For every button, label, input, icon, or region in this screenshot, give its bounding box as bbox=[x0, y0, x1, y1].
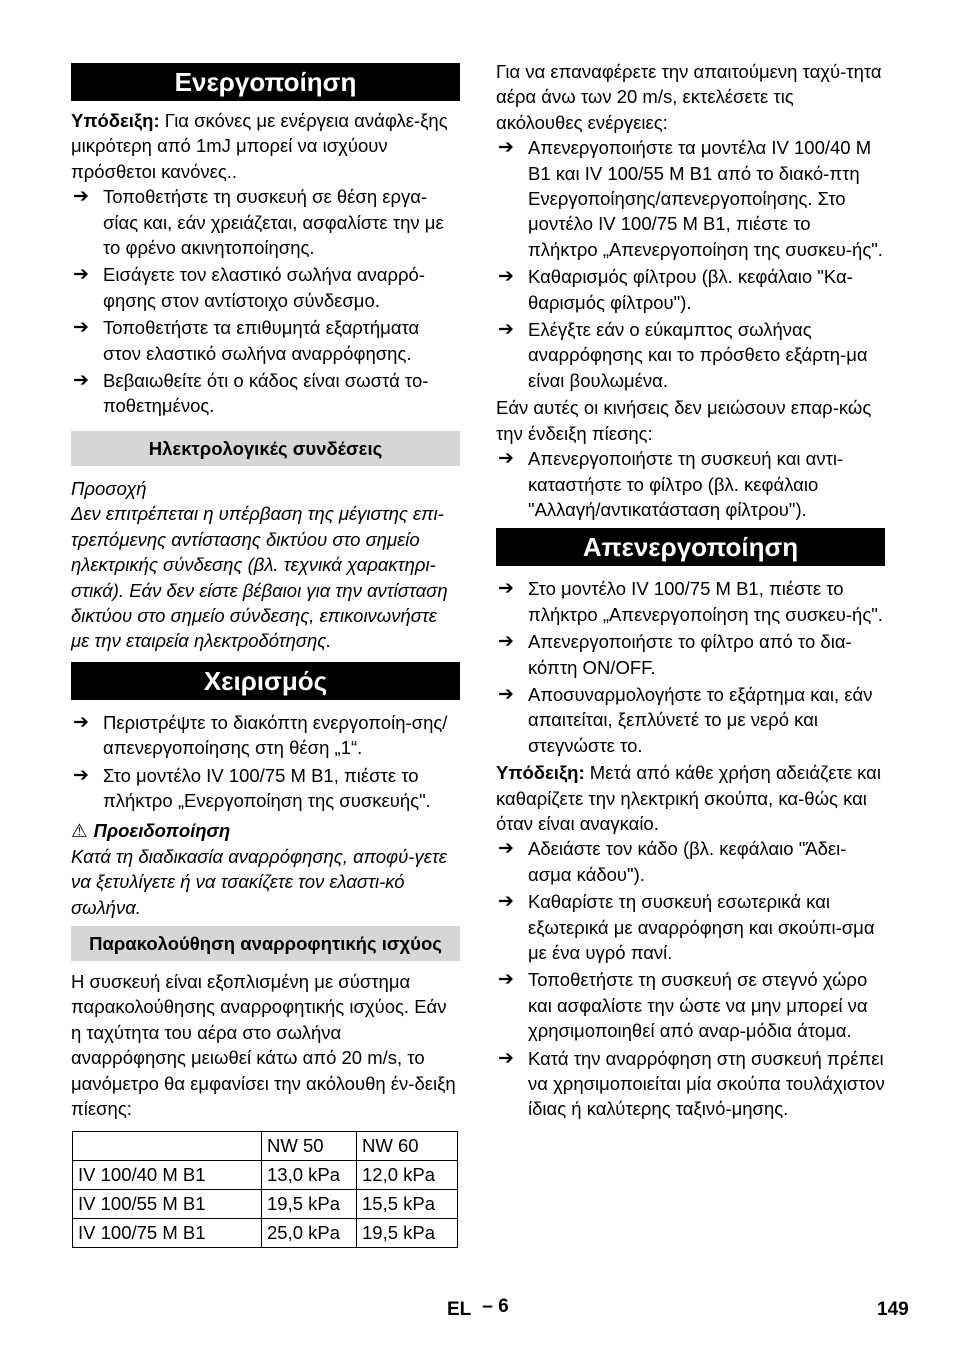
table-cell: 15,5 kPa bbox=[357, 1190, 458, 1219]
table-header-cell bbox=[73, 1132, 262, 1161]
left-column bbox=[71, 63, 460, 1248]
language-code: EL bbox=[447, 1299, 471, 1320]
list-item-text: Αδειάστε τον κάδο (βλ. κεφάλαιο "Άδει-ασμα κάδου"). bbox=[528, 838, 847, 885]
table-cell: 25,0 kPa bbox=[262, 1219, 357, 1248]
if-text: Εάν αυτές οι κινήσεις δεν μειώσουν επαρ-κώς την ένδειξη πίεσης: bbox=[496, 397, 872, 444]
arrow-icon: ➔ bbox=[73, 370, 89, 392]
note-label: Υπόδειξη: bbox=[71, 110, 160, 131]
table-cell: IV 100/55 M B1 bbox=[73, 1190, 262, 1219]
activation-steps-list bbox=[71, 184, 460, 419]
restore-steps-list bbox=[496, 135, 885, 393]
note-label: Υπόδειξη: bbox=[496, 762, 585, 784]
list-item bbox=[496, 629, 885, 680]
table-row bbox=[73, 1161, 458, 1190]
monitoring-text: Η συσκευή είναι εξοπλισμένη με σύστημα παρακολούθησης αναρροφητικής ισχύος. Εάν η ταχύτητα του αέρα στο σωλήνα αναρρόφησης μειωθεί κάτω από 20 m/s, το μανόμετρο θα εμφανίσει την ακόλουθη έν-δειξη πίεσης: bbox=[71, 970, 456, 1119]
caution-text: Δεν επιτρέπεται η υπέρβαση της μέγιστης επι-τρεπόμενης αντίστασης δικτύου στο σημείο ηλεκτρικής σύνδεσης (βλ. τεχνικά χαρακτηρι-στικά). Εάν δεν είστε βέβαιοι για την αντίσταση δικτύου στο σημείο σύνδεσης, επικοινωνήστε με την εταιρεία ηλεκτροδότησης. bbox=[71, 503, 448, 652]
table-header-row bbox=[73, 1132, 458, 1161]
warning-heading bbox=[71, 818, 460, 843]
arrow-icon: ➔ bbox=[498, 266, 514, 288]
list-item-text: Στο μοντέλο IV 100/75 M B1, πιέστε το πλήκτρο „Απενεργοποίηση της συσκευ-ής". bbox=[528, 578, 883, 625]
arrow-icon: ➔ bbox=[73, 186, 89, 208]
table-cell: 19,5 kPa bbox=[357, 1219, 458, 1248]
care-steps-list bbox=[496, 836, 885, 1121]
warning-icon: ⚠ bbox=[71, 820, 88, 842]
list-item-text: Κατά την αναρρόφηση στη συσκευή πρέπει να χρησιμοποιείται μία σκούπα τουλάχιστον ίδιας ή καλύτερης ταξινό-μησης. bbox=[528, 1047, 885, 1120]
list-item-text: Απενεργοποιήστε τη συσκευή και αντι-καταστήστε το φίλτρο (βλ. κεφάλαιο "Αλλαγή/αντικατάσταση φίλτρου"). bbox=[528, 448, 844, 520]
footer-language bbox=[447, 1297, 509, 1322]
arrow-icon: ➔ bbox=[498, 137, 514, 159]
table-cell: IV 100/75 M B1 bbox=[73, 1219, 262, 1248]
table-cell: IV 100/40 M B1 bbox=[73, 1161, 262, 1190]
sub-page-number: – 6 bbox=[482, 1296, 509, 1317]
list-item-text: Ελέγξτε εάν ο εύκαμπτος σωλήνας αναρρόφησης και το πρόσθετο εξάρτη-μα είναι βουλωμένα. bbox=[528, 319, 868, 391]
arrow-icon: ➔ bbox=[73, 264, 89, 286]
table-header-cell: NW 50 bbox=[262, 1132, 357, 1161]
list-item bbox=[496, 967, 885, 1043]
warning-text: Κατά τη διαδικασία αναρρόφησης, αποφύ-γετε να ξετυλίγετε ή να τσακίζετε τον ελαστι-κό σωλήνα. bbox=[71, 845, 447, 918]
list-item bbox=[496, 889, 885, 965]
right-column bbox=[496, 59, 885, 1124]
list-item bbox=[71, 315, 460, 366]
arrow-icon: ➔ bbox=[73, 317, 89, 339]
if-steps-list bbox=[496, 446, 885, 522]
list-item-text: Εισάγετε τον ελαστικό σωλήνα αναρρό-φησης στον αντίστοιχο σύνδεσμο. bbox=[103, 264, 425, 311]
heading-electrical: Ηλεκτρολογικές συνδέσεις bbox=[71, 431, 460, 466]
arrow-icon: ➔ bbox=[498, 631, 514, 653]
caution-label: Προσοχή bbox=[71, 477, 147, 499]
note-paragraph-2 bbox=[496, 760, 885, 836]
list-item bbox=[71, 763, 460, 814]
list-item bbox=[71, 184, 460, 260]
heading-operation: Χειρισμός bbox=[71, 662, 460, 700]
list-item bbox=[496, 1046, 885, 1122]
list-item-text: Απενεργοποιήστε το φίλτρο από το δια-κόπτη ON/OFF. bbox=[528, 631, 852, 678]
arrow-icon: ➔ bbox=[498, 578, 514, 600]
list-item bbox=[496, 576, 885, 627]
list-item-text: Αποσυναρμολογήστε το εξάρτημα και, εάν απαιτείται, ξεπλύνετέ το με νερό και στεγνώστε το. bbox=[528, 683, 873, 756]
list-item bbox=[496, 264, 885, 315]
page-number: 149 bbox=[877, 1299, 909, 1320]
list-item-text: Καθαρισμός φίλτρου (βλ. κεφάλαιο "Κα-θαρισμός φίλτρου"). bbox=[528, 266, 853, 313]
arrow-icon: ➔ bbox=[498, 319, 514, 341]
list-item bbox=[496, 682, 885, 758]
intro-text: Για να επαναφέρετε την απαιτούμενη ταχύ-τητα αέρα άνω των 20 m/s, εκτελέσετε τις ακόλουθες ενέργειες: bbox=[496, 61, 882, 133]
list-item bbox=[71, 368, 460, 419]
note-text: Για σκόνες με ενέργεια ανάφλε-ξης μικρότερη από 1mJ μπορεί να ισχύουν πρόσθετοι κανόνες.. bbox=[71, 110, 448, 182]
arrow-icon: ➔ bbox=[498, 1047, 514, 1069]
table-header-cell: NW 60 bbox=[357, 1132, 458, 1161]
list-item-text: Στο μοντέλο IV 100/75 M B1, πιέστε το πλήκτρο „Ενεργοποίηση της συσκευής". bbox=[103, 764, 431, 811]
list-item-text: Καθαρίστε τη συσκευή εσωτερικά και εξωτερικά με αναρρόφηση και σκούπι-σμα με ένα υγρό πανί. bbox=[528, 891, 875, 963]
list-item-text: Απενεργοποιήστε τα μοντέλα IV 100/40 M B1 και IV 100/55 M B1 από το διακό-πτη Ενεργοποίησης/απενεργοποίησης. Στο μοντέλο IV 100/75 M B1, πιέστε το πλήκτρο „Απενεργοποίηση της συσκευ-ής". bbox=[528, 137, 883, 260]
list-item-text: Περιστρέψτε το διακόπτη ενεργοποίη-σης/απενεργοποίησης στη θέση „1“. bbox=[103, 711, 448, 759]
arrow-icon: ➔ bbox=[73, 711, 89, 733]
arrow-icon: ➔ bbox=[498, 891, 514, 913]
operation-steps-list bbox=[71, 710, 460, 814]
table-row bbox=[73, 1190, 458, 1219]
arrow-icon: ➔ bbox=[498, 838, 514, 860]
arrow-icon: ➔ bbox=[498, 448, 514, 470]
note-text: Μετά από κάθε χρήση αδειάζετε και καθαρίζετε την ηλεκτρική σκούπα, κα-θώς και όταν είναι αναγκαίο. bbox=[496, 762, 881, 834]
heading-deactivation: Απενεργοποίηση bbox=[496, 528, 885, 566]
list-item bbox=[496, 836, 885, 887]
arrow-icon: ➔ bbox=[498, 683, 514, 705]
list-item bbox=[496, 446, 885, 522]
warning-label: Προειδοποίηση bbox=[93, 820, 231, 842]
table-row bbox=[73, 1219, 458, 1248]
list-item bbox=[71, 262, 460, 313]
table-cell: 19,5 kPa bbox=[262, 1190, 357, 1219]
arrow-icon: ➔ bbox=[73, 764, 89, 786]
list-item-text: Βεβαιωθείτε ότι ο κάδος είναι σωστά το-ποθετημένος. bbox=[103, 370, 429, 417]
pressure-table bbox=[72, 1131, 458, 1248]
deactivation-steps-list bbox=[496, 576, 885, 758]
list-item bbox=[496, 317, 885, 393]
table-cell: 12,0 kPa bbox=[357, 1161, 458, 1190]
list-item-text: Τοποθετήστε τη συσκευή σε στεγνό χώρο και ασφαλίστε την ώστε να μην μπορεί να χρησιμοποιηθεί από αναρ-μόδια άτομα. bbox=[528, 969, 868, 1042]
heading-monitoring: Παρακολούθηση αναρροφητικής ισχύος bbox=[71, 926, 460, 961]
list-item-text: Τοποθετήστε τα επιθυμητά εξαρτήματα στον ελαστικό σωλήνα αναρρόφησης. bbox=[103, 317, 420, 364]
list-item bbox=[71, 710, 460, 761]
arrow-icon: ➔ bbox=[498, 969, 514, 991]
list-item bbox=[496, 135, 885, 262]
list-item-text: Τοποθετήστε τη συσκευή σε θέση εργα-σίας και, εάν χρειάζεται, ασφαλίστε την με το φρένο ακινητοποίησης. bbox=[103, 186, 444, 259]
heading-activation: Ενεργοποίηση bbox=[71, 63, 460, 101]
table-cell: 13,0 kPa bbox=[262, 1161, 357, 1190]
note-paragraph bbox=[71, 108, 460, 184]
